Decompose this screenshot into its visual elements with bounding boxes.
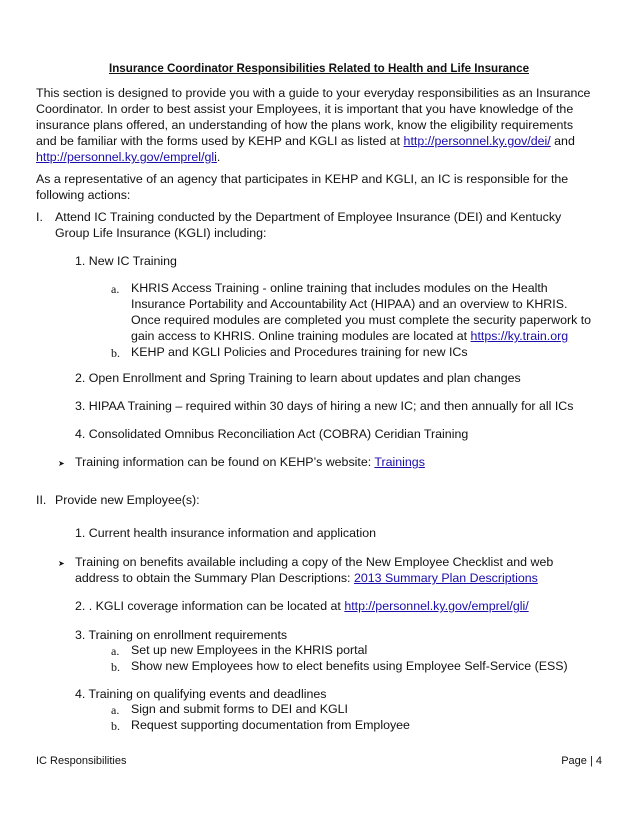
bullet-arrow-icon: ➤ xyxy=(58,459,65,468)
section1-line-2: Group Life Insurance (KGLI) including: xyxy=(55,226,267,240)
section2-bullet-line-1: Training on benefits available including a copy of the New Employee Checklist and web xyxy=(75,555,554,569)
footer-left: IC Responsibilities xyxy=(36,755,127,767)
sub-b-label: b. xyxy=(111,346,120,360)
intro-line-3: insurance plans offered, an understanding of how the plans work, know the eligibility requirements xyxy=(36,118,574,132)
sub-a-line-4-text: gain access to KHRIS. Online training modules are located at xyxy=(131,329,471,343)
section2-item-2 xyxy=(75,599,529,614)
intro-line-4-end: and xyxy=(550,134,575,148)
page-number: Page | 4 xyxy=(561,755,602,767)
sub-b-text: KEHP and KGLI Policies and Procedures training for new ICs xyxy=(131,345,468,359)
section2-heading: Provide new Employee(s): xyxy=(55,493,200,507)
item3-b-text: Show new Employees how to elect benefits using Employee Self-Service (ESS) xyxy=(131,659,568,673)
sub-a-line-2: Insurance Portability and Accountability Act (HIPAA) and an overview to KHRIS. xyxy=(131,297,568,311)
para2-line-2: following actions: xyxy=(36,188,131,202)
ky-train-link[interactable]: https://ky.train.org xyxy=(470,329,569,343)
intro-line-4 xyxy=(36,134,575,149)
section1-item-1: 1. New IC Training xyxy=(75,254,177,268)
kgli-link[interactable]: http://personnel.ky.gov/emprel/gli/ xyxy=(344,599,529,613)
sub-a-line-4 xyxy=(131,329,568,344)
section1-bullet-text: Training information can be found on KEHP’s website: xyxy=(75,455,375,469)
sub-a-label: a. xyxy=(111,282,120,296)
section2-item-2-text: 2. . KGLI coverage information can be located at xyxy=(75,599,345,613)
item4-a-text: Sign and submit forms to DEI and KGLI xyxy=(131,702,348,716)
para2-line-1: As a representative of an agency that participates in KEHP and KGLI, an IC is responsible for the xyxy=(36,172,569,186)
section1-bullet xyxy=(75,455,425,470)
section1-item-2: 2. Open Enrollment and Spring Training to learn about updates and plan changes xyxy=(75,371,521,385)
intro-line-1: This section is designed to provide you with a guide to your everyday responsibilities as an Insurance xyxy=(36,86,591,100)
section1-item-3: 3. HIPAA Training – required within 30 days of hiring a new IC; and then annually for all ICs xyxy=(75,399,574,413)
intro-line-4-text: and be familiar with the forms used by KEHP and KGLI as listed at xyxy=(36,134,404,148)
item4-a-label: a. xyxy=(111,703,120,717)
bullet-arrow-icon: ➤ xyxy=(58,559,65,568)
section2-number: II. xyxy=(36,493,47,507)
sub-a-line-1: KHRIS Access Training - online training that includes modules on the Health xyxy=(131,281,548,295)
intro-line-2: Coordinator. In order to best assist your Employees, it is important that you have knowledge of the xyxy=(36,102,574,116)
section2-item-4: 4. Training on qualifying events and deadlines xyxy=(75,687,327,701)
item3-b-label: b. xyxy=(111,660,120,674)
dei-link[interactable]: http://personnel.ky.gov/dei/ xyxy=(403,134,551,148)
section2-bullet-line-2 xyxy=(75,571,538,586)
section1-number: I. xyxy=(36,210,43,224)
page-title: Insurance Coordinator Responsibilities Related to Health and Life Insurance xyxy=(109,62,530,75)
spd-link[interactable]: 2013 Summary Plan Descriptions xyxy=(353,571,538,585)
item4-b-label: b. xyxy=(111,719,120,733)
sub-a-line-3: Once required modules are completed you must complete the security paperwork to xyxy=(131,313,592,327)
section2-bullet-line-2-text: address to obtain the Summary Plan Descriptions: xyxy=(75,571,354,585)
section2-item-3: 3. Training on enrollment requirements xyxy=(75,628,288,642)
section1-line-1: Attend IC Training conducted by the Department of Employee Insurance (DEI) and Kentucky xyxy=(55,210,562,224)
item3-a-text: Set up new Employees in the KHRIS portal xyxy=(131,643,368,657)
intro-line-5-end: . xyxy=(216,150,221,164)
section1-item-4: 4. Consolidated Omnibus Reconciliation Act (COBRA) Ceridian Training xyxy=(75,427,469,441)
item4-b-text: Request supporting documentation from Employee xyxy=(131,718,410,732)
trainings-link[interactable]: Trainings xyxy=(374,455,425,469)
intro-line-5 xyxy=(36,150,220,165)
section2-item-1: 1. Current health insurance information and application xyxy=(75,526,376,540)
gli-link[interactable]: http://personnel.ky.gov/emprel/gli xyxy=(36,150,217,164)
item3-a-label: a. xyxy=(111,644,120,658)
